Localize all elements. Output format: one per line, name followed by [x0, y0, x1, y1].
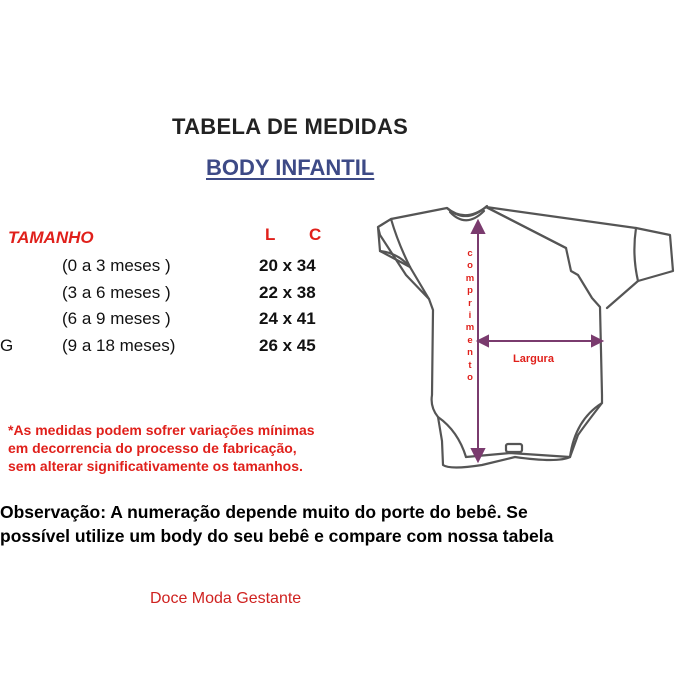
brand-name: Doce Moda Gestante: [150, 590, 302, 607]
bodysuit-diagram: [370, 195, 680, 495]
note-line: em decorrencia do processo de fabricação,: [8, 440, 297, 456]
size-measurement: 20 x 34: [259, 256, 316, 275]
length-label-char: o: [467, 372, 473, 383]
length-label-char: r: [468, 297, 472, 309]
length-label-char: p: [467, 285, 473, 297]
size-measurement: 22 x 38: [259, 283, 316, 302]
width-column-header: L: [265, 225, 276, 244]
size-age-range: (0 a 3 meses ): [62, 256, 171, 275]
length-label-char: t: [468, 359, 472, 371]
size-prefix: G: [0, 336, 14, 355]
size-age-range: (6 a 9 meses ): [62, 309, 171, 328]
note-line: sem alterar significativamente os tamanhos.: [8, 458, 303, 474]
observation-line: possível utilize um body do seu bebê e compare com nossa tabela: [0, 526, 554, 546]
variation-note: [8, 421, 428, 475]
length-column-header: C: [309, 225, 322, 244]
width-label: Largura: [513, 353, 554, 365]
size-age-range: (3 a 6 meses ): [62, 283, 171, 302]
width-arrow: [478, 336, 602, 346]
length-label-char: n: [467, 347, 473, 359]
observation-line: Observação: A numeração depende muito do porte do bebê. Se: [0, 502, 528, 522]
note-line: *As medidas podem sofrer variações mínimas: [8, 422, 315, 438]
length-label-char: m: [465, 272, 475, 284]
length-label-char: e: [467, 334, 473, 346]
page-title: TABELA DE MEDIDAS: [172, 114, 409, 139]
size-measurement: 26 x 45: [259, 336, 316, 355]
length-label-char: o: [467, 260, 473, 272]
size-measurement: 24 x 41: [259, 309, 316, 328]
bodysuit-outline: [378, 206, 673, 468]
length-label-char: c: [467, 248, 473, 259]
size-column-header: TAMANHO: [8, 228, 94, 247]
length-label-char: i: [468, 310, 472, 321]
observation-text: [0, 500, 685, 548]
page-subtitle: BODY INFANTIL: [206, 155, 375, 180]
length-label-char: m: [465, 322, 475, 334]
size-age-range: (9 a 18 meses): [62, 336, 176, 355]
